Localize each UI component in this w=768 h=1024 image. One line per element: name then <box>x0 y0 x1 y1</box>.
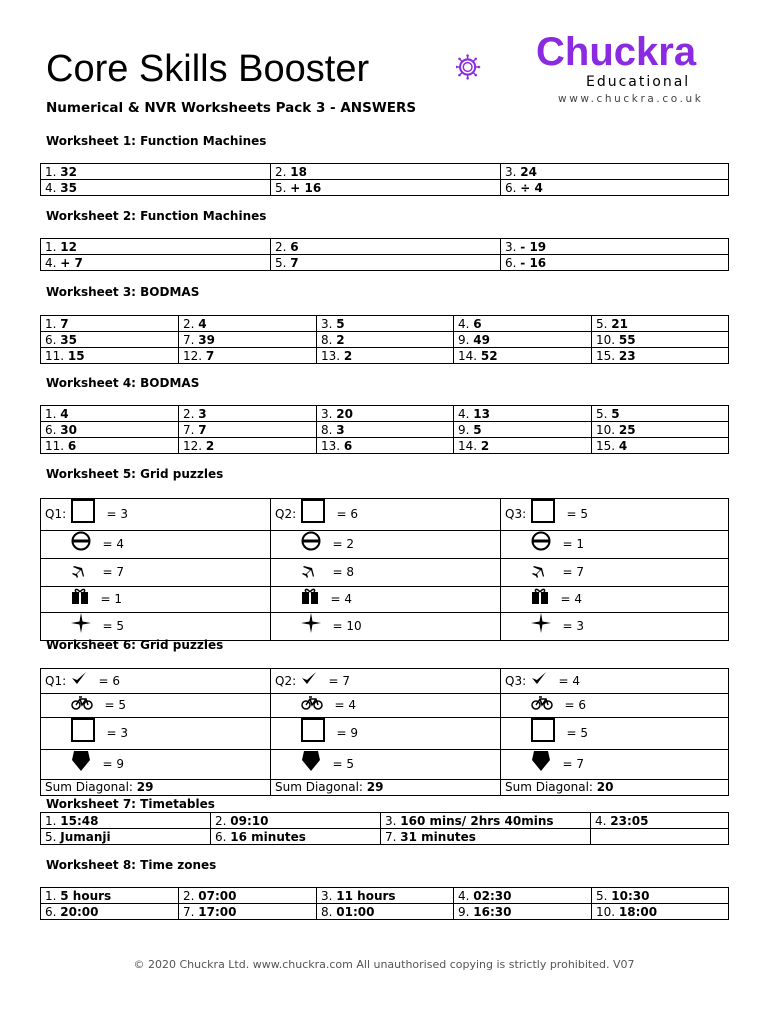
ws5-table <box>40 498 729 641</box>
answer-cell: 6. 35 <box>41 332 179 348</box>
answer-cell: 4. 13 <box>454 406 592 422</box>
answer-cell: 8. 01:00 <box>317 904 454 920</box>
ws1-table <box>40 163 729 196</box>
grid-cell <box>41 531 271 559</box>
answer-cell: 11. 15 <box>41 348 179 364</box>
grid-cell <box>501 669 729 694</box>
grid-value: = 3 <box>106 507 128 521</box>
grid-cell <box>501 717 729 749</box>
answer-cell: 5. 7 <box>271 255 501 271</box>
grid-cell <box>501 749 729 779</box>
grid-value: = 6 <box>336 507 358 521</box>
brand-url: www.chuckra.co.uk <box>558 93 704 105</box>
answer-cell: 1. 5 hours <box>41 888 179 904</box>
table-row <box>41 239 729 255</box>
answer-cell: 6. - 16 <box>501 255 729 271</box>
minus-circle-icon <box>531 531 551 558</box>
table-row <box>41 422 729 438</box>
ws5-title: Worksheet 5: Grid puzzles <box>46 467 224 481</box>
square-icon <box>71 718 95 749</box>
question-label: Q2: <box>275 507 297 521</box>
answer-cell: 2. 3 <box>179 406 317 422</box>
table-row <box>41 348 729 364</box>
grid-cell <box>41 587 271 613</box>
answer-cell: 6. ÷ 4 <box>501 180 729 196</box>
answer-cell: 15. 23 <box>592 348 729 364</box>
star-icon <box>531 613 551 640</box>
grid-cell <box>41 694 271 718</box>
answer-cell: 9. 49 <box>454 332 592 348</box>
grid-value: = 5 <box>102 619 124 633</box>
grid-value: = 5 <box>566 507 588 521</box>
grid-cell <box>271 669 501 694</box>
answer-cell: 3. 5 <box>317 316 454 332</box>
ws2-table <box>40 238 729 271</box>
answer-cell: 10. 25 <box>592 422 729 438</box>
answer-cell: 10. 55 <box>592 332 729 348</box>
answer-cell: 5. Jumanji <box>41 829 211 845</box>
answer-cell: 6. 16 minutes <box>211 829 381 845</box>
grid-cell <box>501 694 729 718</box>
grid-cell <box>41 717 271 749</box>
table-row <box>41 669 729 694</box>
grid-value: = 3 <box>106 725 128 740</box>
answer-cell: 5. + 16 <box>271 180 501 196</box>
ws4-title: Worksheet 4: BODMAS <box>46 376 200 390</box>
answer-cell: 3. 24 <box>501 164 729 180</box>
answer-cell: 12. 7 <box>179 348 317 364</box>
answer-cell: 5. 10:30 <box>592 888 729 904</box>
answer-cell: 11. 6 <box>41 438 179 454</box>
grid-value: = 3 <box>562 619 584 633</box>
grid-cell <box>501 499 729 531</box>
star-icon <box>71 613 91 640</box>
minus-circle-icon <box>71 531 91 558</box>
airplane-icon <box>531 559 551 586</box>
table-row <box>41 904 729 920</box>
answer-cell: 4. + 7 <box>41 255 271 271</box>
answer-cell: 2. 09:10 <box>211 813 381 829</box>
answer-cell: 2. 07:00 <box>179 888 317 904</box>
answer-cell: 10. 18:00 <box>592 904 729 920</box>
answer-cell: 7. 7 <box>179 422 317 438</box>
table-row <box>41 438 729 454</box>
ws4-table <box>40 405 729 454</box>
grid-value: = 5 <box>332 756 354 771</box>
gift-icon <box>71 587 89 612</box>
sum-diagonal-cell: Sum Diagonal: 29 <box>41 779 271 795</box>
ws7-table <box>40 812 729 845</box>
minus-circle-icon <box>301 531 321 558</box>
answer-cell: 5. 21 <box>592 316 729 332</box>
answer-cell: 3. - 19 <box>501 239 729 255</box>
question-label: Q3: <box>505 507 527 521</box>
grid-cell <box>41 499 271 531</box>
brand-subtitle: Educational <box>586 74 691 90</box>
grid-value: = 4 <box>560 592 582 606</box>
gift-icon <box>301 587 319 612</box>
star-icon <box>301 613 321 640</box>
table-row <box>41 587 729 613</box>
answer-cell: 1. 12 <box>41 239 271 255</box>
checkmark-icon <box>301 670 317 693</box>
airplane-icon <box>71 559 91 586</box>
page-subtitle: Numerical & NVR Worksheets Pack 3 - ANSWERS <box>46 100 417 116</box>
answer-cell: 3. 160 mins/ 2hrs 40mins <box>381 813 591 829</box>
page-title: Core Skills Booster <box>46 48 370 90</box>
answer-cell: 4. 6 <box>454 316 592 332</box>
table-row <box>41 813 729 829</box>
brand-name: Chuckra <box>536 30 697 74</box>
answer-cell: 7. 17:00 <box>179 904 317 920</box>
grid-cell <box>41 669 271 694</box>
answer-cell: 4. 35 <box>41 180 271 196</box>
bicycle-icon <box>531 695 553 717</box>
answer-cell <box>591 829 729 845</box>
ws8-table <box>40 887 729 920</box>
grid-value: = 6 <box>98 673 120 688</box>
grid-cell <box>501 587 729 613</box>
grid-cell <box>501 613 729 641</box>
question-label: Q1: <box>45 507 67 521</box>
bicycle-icon <box>71 695 93 717</box>
table-row <box>41 829 729 845</box>
question-label: Q2: <box>275 673 297 688</box>
question-label: Q1: <box>45 673 67 688</box>
grid-cell <box>271 531 501 559</box>
table-row <box>41 613 729 641</box>
grid-value: = 4 <box>330 592 352 606</box>
table-row <box>41 531 729 559</box>
square-icon <box>531 499 555 530</box>
grid-value: = 7 <box>328 673 350 688</box>
grid-cell <box>271 749 501 779</box>
sum-diagonal-cell: Sum Diagonal: 20 <box>501 779 729 795</box>
answer-cell: 1. 15:48 <box>41 813 211 829</box>
answer-cell: 12. 2 <box>179 438 317 454</box>
ws1-title: Worksheet 1: Function Machines <box>46 134 267 148</box>
shield-icon <box>71 750 91 779</box>
airplane-icon <box>301 559 321 586</box>
answer-cell: 8. 2 <box>317 332 454 348</box>
answer-cell: 1. 7 <box>41 316 179 332</box>
answer-cell: 2. 6 <box>271 239 501 255</box>
answer-cell: 8. 3 <box>317 422 454 438</box>
bicycle-icon <box>301 695 323 717</box>
grid-cell <box>501 559 729 587</box>
shield-icon <box>301 750 321 779</box>
grid-cell <box>41 613 271 641</box>
ws6-title: Worksheet 6: Grid puzzles <box>46 638 224 652</box>
answer-cell: 9. 5 <box>454 422 592 438</box>
grid-value: = 1 <box>562 537 584 551</box>
answer-cell: 6. 30 <box>41 422 179 438</box>
answer-cell: 2. 18 <box>271 164 501 180</box>
shield-icon <box>531 750 551 779</box>
answer-cell: 14. 52 <box>454 348 592 364</box>
grid-cell <box>271 717 501 749</box>
answer-cell: 14. 2 <box>454 438 592 454</box>
grid-value: = 9 <box>336 725 358 740</box>
table-row <box>41 316 729 332</box>
answer-cell: 3. 11 hours <box>317 888 454 904</box>
answer-cell: 1. 4 <box>41 406 179 422</box>
grid-cell <box>501 531 729 559</box>
answer-cell: 1. 32 <box>41 164 271 180</box>
table-row <box>41 180 729 196</box>
grid-cell <box>41 559 271 587</box>
answer-cell: 2. 4 <box>179 316 317 332</box>
table-row <box>41 332 729 348</box>
table-row <box>41 406 729 422</box>
table-row <box>41 559 729 587</box>
svg-text:C: C <box>464 62 471 72</box>
answer-cell: 9. 16:30 <box>454 904 592 920</box>
grid-value: = 2 <box>332 537 354 551</box>
grid-value: = 10 <box>332 619 362 633</box>
grid-cell <box>271 499 501 531</box>
answer-cell: 7. 31 minutes <box>381 829 591 845</box>
answer-cell: 4. 23:05 <box>591 813 729 829</box>
grid-value: = 6 <box>564 698 586 712</box>
gift-icon <box>531 587 549 612</box>
table-row <box>41 255 729 271</box>
table-row <box>41 694 729 718</box>
answer-cell: 7. 39 <box>179 332 317 348</box>
grid-cell <box>41 749 271 779</box>
grid-cell <box>271 587 501 613</box>
table-row <box>41 779 729 795</box>
grid-value: = 8 <box>332 565 354 579</box>
answer-cell: 15. 4 <box>592 438 729 454</box>
square-icon <box>71 499 95 530</box>
grid-value: = 4 <box>558 673 580 688</box>
answer-cell: 5. 5 <box>592 406 729 422</box>
chuckra-logo <box>456 24 536 110</box>
grid-cell <box>271 694 501 718</box>
answer-cell: 13. 2 <box>317 348 454 364</box>
table-row <box>41 888 729 904</box>
grid-value: = 7 <box>562 565 584 579</box>
ws7-title: Worksheet 7: Timetables <box>46 797 215 811</box>
table-row <box>41 164 729 180</box>
grid-value: = 4 <box>102 537 124 551</box>
square-icon <box>301 718 325 749</box>
grid-value: = 7 <box>562 756 584 771</box>
checkmark-icon <box>531 670 547 693</box>
table-row <box>41 749 729 779</box>
answer-cell: 4. 02:30 <box>454 888 592 904</box>
grid-cell <box>271 559 501 587</box>
answer-cell: 13. 6 <box>317 438 454 454</box>
ws3-title: Worksheet 3: BODMAS <box>46 285 200 299</box>
square-icon <box>301 499 325 530</box>
sum-diagonal-cell: Sum Diagonal: 29 <box>271 779 501 795</box>
grid-value: = 5 <box>566 725 588 740</box>
question-label: Q3: <box>505 673 527 688</box>
ws6-table <box>40 668 729 796</box>
answer-cell: 6. 20:00 <box>41 904 179 920</box>
copyright-footer: © 2020 Chuckra Ltd. www.chuckra.com All unauthorised copying is strictly prohibited. V07 <box>133 958 635 971</box>
table-row <box>41 499 729 531</box>
checkmark-icon <box>71 670 87 693</box>
grid-value: = 1 <box>100 592 122 606</box>
ws3-table <box>40 315 729 364</box>
ws2-title: Worksheet 2: Function Machines <box>46 209 267 223</box>
answer-cell: 3. 20 <box>317 406 454 422</box>
square-icon <box>531 718 555 749</box>
grid-value: = 5 <box>104 698 126 712</box>
grid-value: = 4 <box>334 698 356 712</box>
grid-cell <box>271 613 501 641</box>
grid-value: = 7 <box>102 565 124 579</box>
grid-value: = 9 <box>102 756 124 771</box>
table-row <box>41 717 729 749</box>
ws8-title: Worksheet 8: Time zones <box>46 858 217 872</box>
